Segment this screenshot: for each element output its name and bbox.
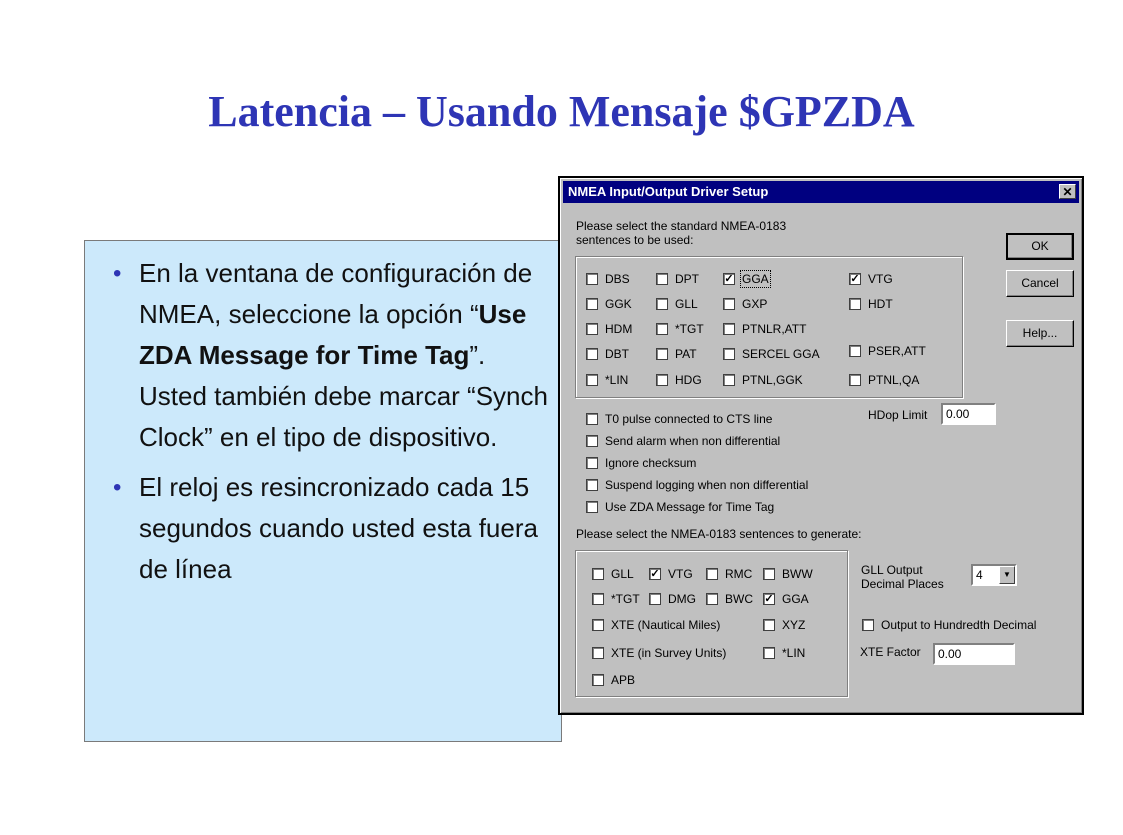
- input-checkbox-ggk[interactable]: [586, 296, 632, 312]
- checkbox-label: SERCEL GGA: [742, 347, 820, 361]
- option-t0-pulse[interactable]: [586, 411, 772, 427]
- checkbox-box[interactable]: [723, 323, 735, 335]
- input-checkbox-dbt[interactable]: [586, 346, 629, 362]
- option-ignore-checksum[interactable]: [586, 455, 696, 471]
- gll-output-label-line2: Decimal Places: [861, 577, 944, 591]
- checkbox-box[interactable]: [586, 298, 598, 310]
- input-checkbox-pser-att[interactable]: [849, 343, 926, 359]
- checkbox-box[interactable]: [586, 323, 598, 335]
- checkbox-label: DBS: [605, 272, 630, 286]
- input-checkbox-ptnlr-att[interactable]: [723, 321, 806, 337]
- checkbox-box[interactable]: [849, 298, 861, 310]
- option-use-zda[interactable]: [586, 499, 774, 515]
- input-checkbox-gxp[interactable]: [723, 296, 767, 312]
- checkbox-box[interactable]: [649, 593, 661, 605]
- bullet-list: [113, 253, 553, 599]
- checkbox-box[interactable]: [592, 619, 604, 631]
- close-icon: ✕: [1062, 185, 1073, 199]
- checkbox-label: APB: [611, 673, 636, 687]
- input-checkbox-dpt[interactable]: [656, 271, 699, 287]
- bullet-text: ”. Usted también debe marcar “Synch Clock” en el tipo de dispositivo.: [139, 340, 548, 452]
- slide-title: Latencia – Usando Mensaje $GPZDA: [208, 87, 915, 136]
- input-prompt-line2: sentences to be used:: [576, 233, 694, 247]
- output-checkbox-xyz[interactable]: [763, 617, 805, 633]
- checkbox-box[interactable]: [723, 298, 735, 310]
- bullet-item: [113, 253, 553, 458]
- checkbox-box[interactable]: [723, 374, 735, 386]
- checkbox-label: DPT: [675, 272, 699, 286]
- checkbox-label: GLL: [675, 297, 698, 311]
- checkbox-label: *TGT: [675, 322, 704, 336]
- checkbox-box[interactable]: [849, 345, 861, 357]
- checkbox-label: T0 pulse connected to CTS line: [605, 412, 773, 426]
- output-checkbox-xte-nautical[interactable]: [592, 617, 720, 633]
- bullet-panel: [84, 240, 562, 742]
- output-checkbox-apb[interactable]: [592, 672, 635, 688]
- checkbox-box[interactable]: [586, 457, 598, 469]
- checkbox-box[interactable]: [763, 568, 775, 580]
- checkbox-label: GGA: [782, 592, 809, 606]
- input-checkbox-ptnl-qa[interactable]: [849, 372, 919, 388]
- checkbox-box[interactable]: ✓: [724, 272, 734, 285]
- checkbox-label: BWW: [782, 567, 813, 581]
- checkbox-box[interactable]: [656, 273, 668, 285]
- checkbox-box[interactable]: [592, 568, 604, 580]
- output-checkbox-gga[interactable]: [763, 591, 809, 607]
- checkbox-label: DMG: [668, 592, 696, 606]
- checkbox-label: XTE (in Survey Units): [611, 646, 727, 660]
- checkbox-box[interactable]: [763, 619, 775, 631]
- output-checkbox-xte-survey[interactable]: [592, 645, 726, 661]
- checkbox-box[interactable]: [656, 298, 668, 310]
- checkbox-label: PTNL,QA: [868, 373, 920, 387]
- checkbox-box[interactable]: [592, 674, 604, 686]
- output-checkbox-lin[interactable]: [763, 645, 805, 661]
- checkbox-box[interactable]: [586, 374, 598, 386]
- chevron-down-icon[interactable]: ▼: [999, 566, 1015, 584]
- checkbox-label: GLL: [611, 567, 634, 581]
- input-checkbox-gga[interactable]: [723, 271, 769, 287]
- checkbox-label: Send alarm when non differential: [605, 434, 781, 448]
- checkbox-box[interactable]: [592, 593, 604, 605]
- input-checkbox-gll[interactable]: [656, 296, 698, 312]
- checkbox-box[interactable]: [849, 374, 861, 386]
- checkbox-box[interactable]: [586, 348, 598, 360]
- bullet-text: En la ventana de configuración de NMEA, seleccione la opción “: [139, 258, 533, 329]
- checkbox-box[interactable]: [763, 647, 775, 659]
- input-checkbox-vtg[interactable]: [849, 271, 893, 287]
- checkbox-label: Use ZDA Message for Time Tag: [605, 500, 775, 514]
- checkbox-label: *TGT: [611, 592, 640, 606]
- option-suspend-logging[interactable]: [586, 477, 808, 493]
- option-send-alarm[interactable]: [586, 433, 780, 449]
- checkbox-label: PTNLR,ATT: [742, 322, 807, 336]
- checkbox-box[interactable]: ✓: [764, 592, 774, 605]
- cancel-button[interactable]: Cancel: [1006, 270, 1074, 297]
- output-checkbox-vtg[interactable]: [649, 566, 693, 582]
- output-checkbox-tgt[interactable]: [592, 591, 640, 607]
- checkbox-label: *LIN: [605, 373, 629, 387]
- checkbox-box[interactable]: [592, 647, 604, 659]
- checkbox-box[interactable]: [586, 273, 598, 285]
- checkbox-box[interactable]: [586, 501, 598, 513]
- checkbox-label: VTG: [668, 567, 693, 581]
- input-checkbox-dbs[interactable]: [586, 271, 630, 287]
- checkbox-label: RMC: [725, 567, 753, 581]
- checkbox-label: XTE (Nautical Miles): [611, 618, 721, 632]
- checkbox-box[interactable]: [586, 413, 598, 425]
- checkbox-box[interactable]: [706, 593, 718, 605]
- gll-decimal-places-select[interactable]: [971, 564, 1017, 586]
- checkbox-label: PAT: [675, 347, 697, 361]
- gll-decimal-places-value: 4: [976, 568, 983, 582]
- ok-button[interactable]: OK: [1006, 233, 1074, 260]
- checkbox-label: HDT: [868, 297, 893, 311]
- checkbox-box[interactable]: [706, 568, 718, 580]
- checkbox-box[interactable]: [656, 323, 668, 335]
- checkbox-box[interactable]: ✓: [650, 567, 660, 580]
- checkbox-label: BWC: [725, 592, 753, 606]
- checkbox-label: HDM: [605, 322, 633, 336]
- bullet-item: [113, 467, 553, 590]
- output-hundredth-decimal[interactable]: [862, 617, 1036, 633]
- checkbox-box[interactable]: [586, 435, 598, 447]
- input-checkbox-hdt[interactable]: [849, 296, 893, 312]
- input-checkbox-hdg[interactable]: [656, 372, 702, 388]
- checkbox-label: Suspend logging when non differential: [605, 478, 809, 492]
- output-checkbox-bww[interactable]: [763, 566, 813, 582]
- checkbox-label: GGA: [742, 272, 769, 286]
- checkbox-label: Ignore checksum: [605, 456, 697, 470]
- checkbox-label: DBT: [605, 347, 629, 361]
- dialog-titlebar: [563, 181, 1079, 203]
- checkbox-label: *LIN: [782, 646, 806, 660]
- bullet-bold-text: Use ZDA Message for Time Tag: [139, 299, 527, 370]
- hdop-limit-input[interactable]: 0.00: [941, 403, 996, 425]
- close-button[interactable]: [1059, 184, 1076, 199]
- bullet-marker: •: [113, 260, 122, 287]
- nmea-setup-dialog: [558, 176, 1084, 715]
- output-prompt: Please select the NMEA-0183 sentences to generate:: [576, 527, 862, 541]
- checkbox-box[interactable]: [586, 479, 598, 491]
- input-checkbox-tgt[interactable]: [656, 321, 704, 337]
- output-checkbox-bwc[interactable]: [706, 591, 753, 607]
- checkbox-label: PTNL,GGK: [742, 373, 803, 387]
- checkbox-label: Output to Hundredth Decimal: [881, 618, 1037, 632]
- bullet-text: El reloj es resincronizado cada 15 segundos cuando usted esta fuera de línea: [139, 472, 538, 584]
- checkbox-label: VTG: [868, 272, 893, 286]
- checkbox-label: GXP: [742, 297, 768, 311]
- input-prompt-line1: Please select the standard NMEA-0183: [576, 219, 787, 233]
- output-checkbox-dmg[interactable]: [649, 591, 696, 607]
- checkbox-label: GGK: [605, 297, 632, 311]
- output-checkbox-rmc[interactable]: [706, 566, 752, 582]
- help-button[interactable]: Help...: [1006, 320, 1074, 347]
- checkbox-label: PSER,ATT: [868, 344, 926, 358]
- checkbox-box[interactable]: ✓: [850, 272, 860, 285]
- bullet-marker: •: [113, 474, 122, 501]
- checkbox-box[interactable]: [862, 619, 874, 631]
- checkbox-label: HDG: [675, 373, 702, 387]
- checkbox-label: XYZ: [782, 618, 806, 632]
- checkbox-box[interactable]: [656, 348, 668, 360]
- output-checkbox-gll[interactable]: [592, 566, 634, 582]
- xte-factor-input[interactable]: 0.00: [933, 643, 1015, 665]
- input-checkbox-ptnl-ggk[interactable]: [723, 372, 803, 388]
- checkbox-box[interactable]: [723, 348, 735, 360]
- hdop-limit-label: HDop Limit: [868, 408, 928, 422]
- input-checkbox-sercel-gga[interactable]: [723, 346, 820, 362]
- dialog-title: NMEA Input/Output Driver Setup: [568, 184, 769, 199]
- gll-output-label-line1: GLL Output: [861, 563, 923, 577]
- input-checkbox-lin[interactable]: [586, 372, 628, 388]
- input-checkbox-pat[interactable]: [656, 346, 697, 362]
- input-checkbox-hdm[interactable]: [586, 321, 632, 337]
- checkbox-box[interactable]: [656, 374, 668, 386]
- xte-factor-label: XTE Factor: [860, 645, 921, 659]
